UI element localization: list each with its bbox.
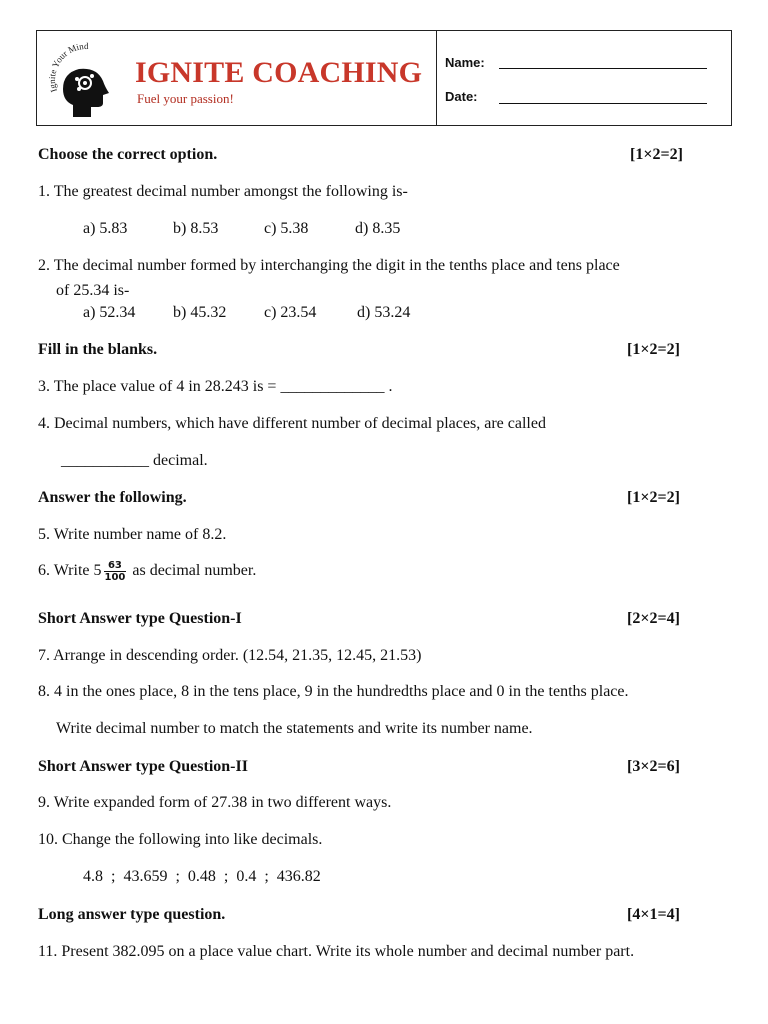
section-title: Long answer type question. xyxy=(38,906,226,923)
option-c: c) 23.54 xyxy=(264,304,317,321)
question-8-continued: Write decimal number to match the statements and write its number name. xyxy=(56,720,533,737)
question-2: 2. The decimal number formed by interchanging the digit in the tenths place and tens place xyxy=(38,257,620,274)
question-6-suffix: as decimal number. xyxy=(132,562,257,580)
question-4: 4. Decimal numbers, which have different number of decimal places, are called xyxy=(38,415,546,432)
section-title: Fill in the blanks. xyxy=(38,341,158,358)
section-marks: [2×2=4] xyxy=(627,610,680,627)
date-field[interactable] xyxy=(499,103,707,104)
worksheet-header xyxy=(36,30,732,126)
section-marks: [1×2=2] xyxy=(627,489,680,506)
ignite-head-logo xyxy=(45,39,125,119)
option-a: a) 52.34 xyxy=(83,304,136,321)
option-c: c) 5.38 xyxy=(264,220,309,237)
brand-panel xyxy=(37,31,437,125)
section-marks: [3×2=6] xyxy=(627,758,680,775)
option-d: d) 8.35 xyxy=(355,220,401,237)
question-4-continued: ___________ decimal. xyxy=(61,452,208,469)
fraction-denominator: 100 xyxy=(104,572,126,583)
question-9: 9. Write expanded form of 27.38 in two different ways. xyxy=(38,794,392,811)
question-3: 3. The place value of 4 in 28.243 is = _____________ . xyxy=(38,378,393,395)
question-7: 7. Arrange in descending order. (12.54, 21.35, 12.45, 21.53) xyxy=(38,647,422,664)
section-title: Choose the correct option. xyxy=(38,146,218,163)
section-marks: [1×2=2] xyxy=(627,341,680,358)
question-8: 8. 4 in the ones place, 8 in the tens place, 9 in the hundredths place and 0 in the tenths place. xyxy=(38,683,629,700)
question-2-continued: of 25.34 is- xyxy=(56,282,130,299)
date-label: Date: xyxy=(445,89,478,104)
name-field[interactable] xyxy=(499,68,707,69)
logo-arc-text: Ignite Your Mind xyxy=(46,40,89,94)
question-10-values: 4.8 ; 43.659 ; 0.48 ; 0.4 ; 436.82 xyxy=(83,868,321,885)
question-10: 10. Change the following into like decimals. xyxy=(38,831,323,848)
name-label: Name: xyxy=(445,55,485,70)
section-title: Short Answer type Question-I xyxy=(38,610,242,627)
section-marks: [4×1=4] xyxy=(627,906,680,923)
option-b: b) 8.53 xyxy=(173,220,219,237)
option-d: d) 53.24 xyxy=(357,304,411,321)
student-info-panel xyxy=(437,31,731,125)
question-6 xyxy=(38,560,256,583)
question-6-prefix: 6. Write 5 xyxy=(38,562,102,580)
section-title: Answer the following. xyxy=(38,489,187,506)
section-marks: [1×2=2] xyxy=(630,146,683,163)
option-a: a) 5.83 xyxy=(83,220,128,237)
section-title: Short Answer type Question-II xyxy=(38,758,248,775)
question-1: 1. The greatest decimal number amongst the following is- xyxy=(38,183,408,200)
question-5: 5. Write number name of 8.2. xyxy=(38,526,227,543)
mixed-fraction xyxy=(104,560,127,583)
brand-name: IGNITE COACHING xyxy=(135,56,423,89)
question-11: 11. Present 382.095 on a place value chart. Write its whole number and decimal number part. xyxy=(38,943,635,960)
option-b: b) 45.32 xyxy=(173,304,227,321)
brand-tagline: Fuel your passion! xyxy=(137,91,234,106)
fraction-numerator: 63 xyxy=(104,560,127,572)
